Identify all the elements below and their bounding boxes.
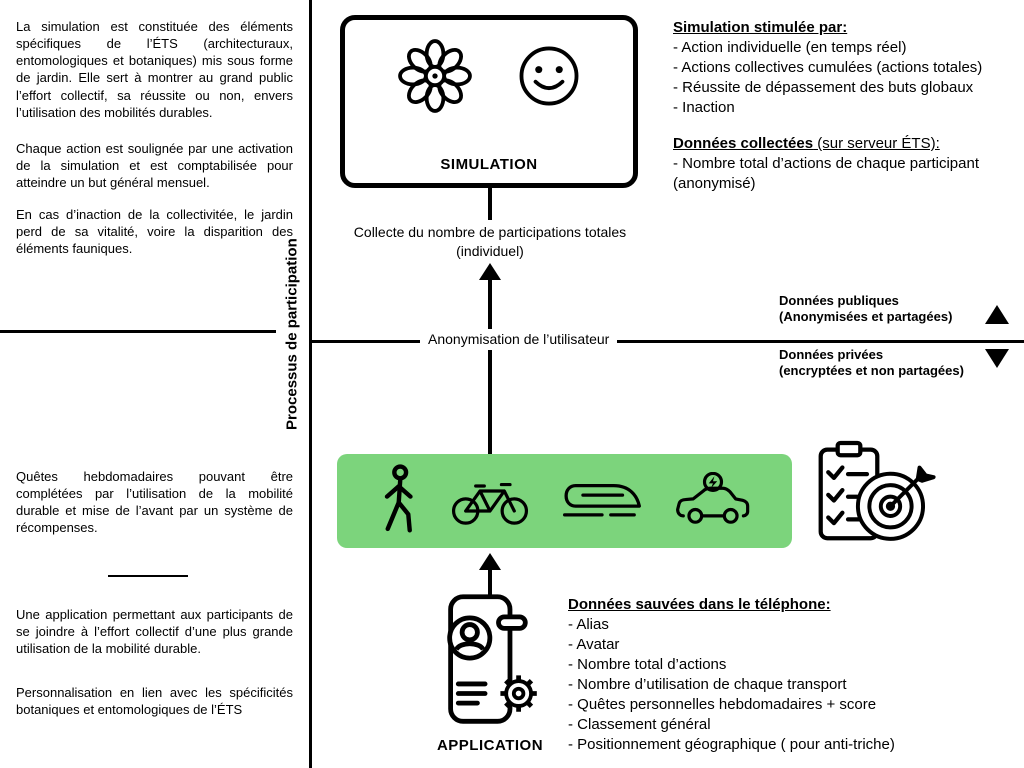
donnees-telephone-heading: Données sauvées dans le téléphone:: [568, 596, 831, 613]
pedestrian-icon: [376, 464, 420, 538]
list-item: - Quêtes personnelles hebdomadaires + score: [568, 696, 877, 713]
left-separator-line: [0, 330, 276, 333]
process-axis-label: Processus de participation: [283, 238, 301, 430]
public-private-divider: [312, 340, 1024, 343]
anonymisation-text: Anonymisation de l’utilisateur: [420, 329, 617, 350]
list-item: - Positionnement géographique ( pour anti-triche): [568, 736, 895, 753]
left-paragraph-simulation: La simulation est constituée des éléments spécifiques de l’ÉTS (architecturaux, entomologiques et botaniques) mis sous forme de jardin. Elle sert à montrer au grand public l’effort collectif, sa réussite ou non, envers l’utilisation des mobilités durables.: [16, 19, 293, 120]
list-item: - Classement général: [568, 716, 711, 733]
left-paragraph-application: Une application permettant aux participants de se joindre à l’effort collectif d’une plus grande utilisation de la mobilité durable.: [16, 607, 293, 657]
gear-icon: [500, 675, 536, 711]
simulation-stimulee-heading: Simulation stimulée par:: [673, 19, 848, 36]
list-item: - Nombre d’utilisation de chaque transport: [568, 676, 847, 693]
left-paragraph-inaction: En cas d’inaction de la collectivitée, le jardin perd de sa vitalité, voire la disparition des éléments fauniques.: [16, 207, 293, 257]
donnees-publiques-label: [779, 293, 952, 325]
collecte-text: Collecte du nombre de participations totales (individuel): [353, 224, 627, 259]
spacer: [673, 118, 1021, 134]
donnees-privees-title: Données privées: [779, 347, 884, 362]
list-item: - Nombre total d’actions: [568, 656, 727, 673]
simulation-label: SIMULATION: [440, 156, 538, 173]
smiley-icon: [517, 44, 581, 108]
donnees-publiques-title: Données publiques: [779, 293, 899, 308]
list-item: - Action individuelle (en temps réel): [673, 39, 907, 56]
application-label: APPLICATION: [436, 737, 544, 754]
arrow-down-private-icon: [985, 349, 1009, 368]
donnees-publiques-sub: (Anonymisées et partagées): [779, 309, 953, 324]
left-paragraph-action: Chaque action est soulignée par une activation de la simulation et est comptabilisée pour atteindre un but général mensuel.: [16, 141, 293, 191]
left-paragraph-personnalisation: Personnalisation en lien avec les spécificités botaniques et entomologiques de l’ÉTS: [16, 685, 293, 718]
electric-car-icon: [673, 472, 753, 530]
list-item: - Réussite de dépassement des buts globaux: [673, 79, 974, 96]
target-dart-icon: [850, 457, 938, 545]
donnees-collectees-heading: [673, 134, 1021, 154]
flower-icon: [397, 38, 473, 114]
list-item: - Inaction: [673, 99, 735, 116]
connector-line-middle: [488, 279, 492, 455]
donnees-collectees-heading-bold: Données collectées: [673, 135, 814, 152]
donnees-collectees-heading-rest: (sur serveur ÉTS):: [813, 135, 940, 152]
transport-bar: [337, 454, 792, 548]
phone-profile-icon: [433, 592, 541, 728]
simulation-box: [340, 15, 638, 188]
list-item: - Alias: [568, 616, 609, 633]
main-vertical-divider: [309, 0, 312, 768]
arrow-up-public-icon: [985, 305, 1009, 324]
arrow-up-app-icon: [479, 553, 501, 570]
list-item: - Actions collectives cumulées (actions totales): [673, 59, 983, 76]
arrow-up-icon: [479, 263, 501, 280]
left-short-line: [108, 575, 188, 577]
simulation-stimulee-block: [673, 18, 1021, 194]
train-icon: [561, 475, 643, 527]
donnees-privees-label: [779, 347, 964, 379]
list-item: - Nombre total d’actions de chaque participant (anonymisé): [673, 155, 980, 192]
connector-line-top: [488, 188, 492, 220]
donnees-telephone-block: [568, 595, 1024, 755]
left-paragraph-quests: Quêtes hebdomadaires pouvant être complétées par l’utilisation de la mobilité durable et mise de l’avant par un système de récompenses.: [16, 469, 293, 536]
bicycle-icon: [450, 475, 530, 527]
list-item: - Avatar: [568, 636, 620, 653]
donnees-privees-sub: (encryptées et non partagées): [779, 363, 964, 378]
